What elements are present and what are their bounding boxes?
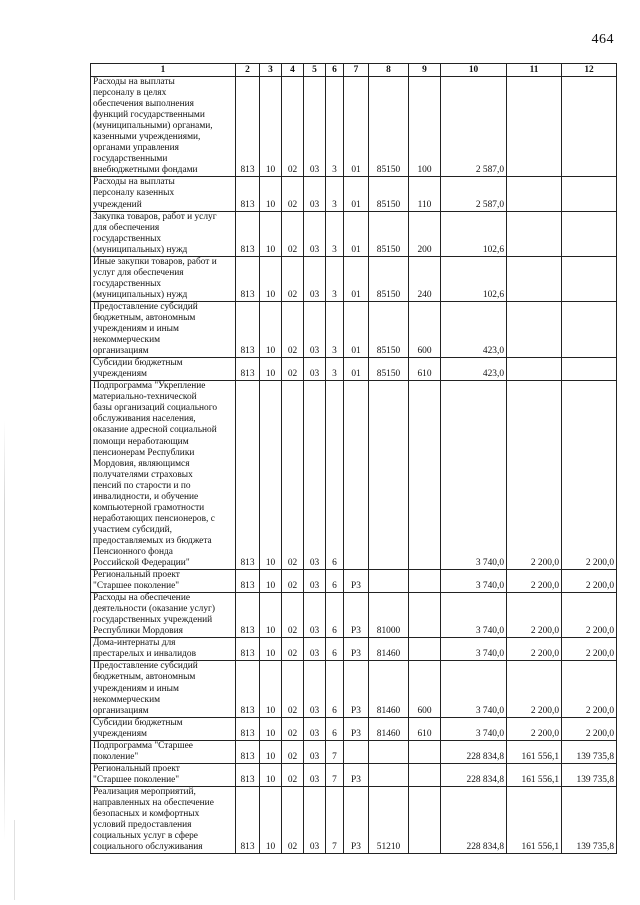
table-row <box>91 358 617 381</box>
amount-cell: 228 834,8 <box>441 763 507 786</box>
subprogram-code-cell: 6 <box>326 717 344 740</box>
direction-code-cell: 81460 <box>369 717 409 740</box>
amount-cell: 3 740,0 <box>441 717 507 740</box>
ministry-code-cell: 813 <box>236 256 260 301</box>
page-number: 464 <box>591 32 614 47</box>
direction-code-cell: 81460 <box>369 638 409 661</box>
amount-cell <box>562 301 617 357</box>
subprogram-code-cell: 3 <box>326 177 344 211</box>
amount-cell: 139 735,8 <box>562 786 617 853</box>
amount-cell: 2 200,0 <box>507 381 562 570</box>
direction-code-cell: 81000 <box>369 593 409 638</box>
amount-cell: 3 740,0 <box>441 661 507 717</box>
amount-cell <box>562 77 617 177</box>
program-code-cell: 03 <box>304 740 326 763</box>
section-code-cell: 10 <box>260 211 282 256</box>
section-code-cell: 10 <box>260 570 282 593</box>
ministry-code-cell: 813 <box>236 381 260 570</box>
subprogram-code-cell: 3 <box>326 211 344 256</box>
ministry-code-cell: 813 <box>236 661 260 717</box>
direction-code-cell: 85150 <box>369 77 409 177</box>
program-code-cell: 03 <box>304 256 326 301</box>
expense-type-cell: 600 <box>409 301 441 357</box>
expense-item-name: Региональный проект "Старшее поколение" <box>91 570 236 593</box>
subsection-code-cell: 02 <box>282 77 304 177</box>
subsection-code-cell: 02 <box>282 256 304 301</box>
direction-code-cell: 85150 <box>369 358 409 381</box>
column-header: 11 <box>507 64 562 77</box>
subprogram-code-cell: 3 <box>326 256 344 301</box>
amount-cell: 161 556,1 <box>507 763 562 786</box>
section-code-cell: 10 <box>260 786 282 853</box>
expense-item-name: Расходы на обеспечение деятельности (оказание услуг) государственных учреждений Республики Мордовия <box>91 593 236 638</box>
table-row <box>91 301 617 357</box>
amount-cell <box>507 211 562 256</box>
table-row <box>91 717 617 740</box>
direction-code-cell: 85150 <box>369 301 409 357</box>
subsection-code-cell: 02 <box>282 786 304 853</box>
program-code-cell: 03 <box>304 358 326 381</box>
amount-cell: 2 200,0 <box>507 638 562 661</box>
section-code-cell: 10 <box>260 381 282 570</box>
subprogram-code-cell: 3 <box>326 301 344 357</box>
subsection-code-cell: 02 <box>282 740 304 763</box>
amount-cell <box>562 211 617 256</box>
program-code-cell: 03 <box>304 786 326 853</box>
amount-cell: 3 740,0 <box>441 593 507 638</box>
expense-item-name: Субсидии бюджетным учреждениям <box>91 717 236 740</box>
table-row <box>91 77 617 177</box>
expense-item-name: Иные закупки товаров, работ и услуг для обеспечения государственных (муниципальных) нужд <box>91 256 236 301</box>
amount-cell: 228 834,8 <box>441 786 507 853</box>
subprogram-code-cell: 7 <box>326 786 344 853</box>
project-code-cell: 01 <box>344 177 369 211</box>
project-code-cell: Р3 <box>344 786 369 853</box>
program-code-cell: 03 <box>304 77 326 177</box>
program-code-cell: 03 <box>304 717 326 740</box>
program-code-cell: 03 <box>304 381 326 570</box>
amount-cell: 3 740,0 <box>441 570 507 593</box>
column-header: 4 <box>282 64 304 77</box>
project-code-cell: 01 <box>344 211 369 256</box>
program-code-cell: 03 <box>304 661 326 717</box>
amount-cell: 2 587,0 <box>441 177 507 211</box>
column-header: 9 <box>409 64 441 77</box>
amount-cell: 2 200,0 <box>562 381 617 570</box>
ministry-code-cell: 813 <box>236 570 260 593</box>
amount-cell <box>507 358 562 381</box>
direction-code-cell: 85150 <box>369 256 409 301</box>
section-code-cell: 10 <box>260 177 282 211</box>
table-row <box>91 661 617 717</box>
column-header: 7 <box>344 64 369 77</box>
subsection-code-cell: 02 <box>282 177 304 211</box>
section-code-cell: 10 <box>260 593 282 638</box>
amount-cell: 2 200,0 <box>507 661 562 717</box>
project-code-cell <box>344 381 369 570</box>
expense-type-cell <box>409 638 441 661</box>
ministry-code-cell: 813 <box>236 177 260 211</box>
amount-cell <box>562 177 617 211</box>
section-code-cell: 10 <box>260 256 282 301</box>
amount-cell: 2 200,0 <box>507 593 562 638</box>
program-code-cell: 03 <box>304 570 326 593</box>
expense-item-name: Реализация мероприятий, направленных на обеспечение безопасных и комфортных условий предоставления социальных услуг в сфере социального обслуживания <box>91 786 236 853</box>
amount-cell: 161 556,1 <box>507 740 562 763</box>
table-body <box>91 77 617 854</box>
ministry-code-cell: 813 <box>236 211 260 256</box>
amount-cell: 102,6 <box>441 256 507 301</box>
amount-cell: 2 200,0 <box>562 661 617 717</box>
table-row <box>91 256 617 301</box>
subsection-code-cell: 02 <box>282 301 304 357</box>
expense-item-name: Расходы на выплаты персоналу в целях обеспечения выполнения функций государственными (муниципальными) органами, казенными учреждениями, органами управления государственными внебюджетными фондами <box>91 77 236 177</box>
project-code-cell: 01 <box>344 301 369 357</box>
scan-artifact <box>4 420 5 840</box>
amount-cell <box>562 256 617 301</box>
table-row <box>91 740 617 763</box>
subsection-code-cell: 02 <box>282 717 304 740</box>
project-code-cell <box>344 740 369 763</box>
expense-item-name: Предоставление субсидий бюджетным, автономным учреждениям и иным некоммерческим организациям <box>91 301 236 357</box>
direction-code-cell <box>369 381 409 570</box>
expense-item-name: Подпрограмма "Старшее поколение" <box>91 740 236 763</box>
section-code-cell: 10 <box>260 77 282 177</box>
expense-type-cell <box>409 570 441 593</box>
table-header-row <box>91 64 617 77</box>
amount-cell <box>507 77 562 177</box>
expense-type-cell: 200 <box>409 211 441 256</box>
column-header: 12 <box>562 64 617 77</box>
direction-code-cell <box>369 570 409 593</box>
expense-item-name: Региональный проект "Старшее поколение" <box>91 763 236 786</box>
amount-cell <box>507 301 562 357</box>
amount-cell: 2 200,0 <box>562 570 617 593</box>
amount-cell: 228 834,8 <box>441 740 507 763</box>
ministry-code-cell: 813 <box>236 638 260 661</box>
amount-cell: 161 556,1 <box>507 786 562 853</box>
column-header: 8 <box>369 64 409 77</box>
ministry-code-cell: 813 <box>236 593 260 638</box>
program-code-cell: 03 <box>304 177 326 211</box>
expense-item-name: Подпрограмма "Укрепление материально-технической базы организаций социального обслуживания населения, оказание адресной социальной помощи неработающим пенсионерам Республики Мордовия, являющимся получателями страховых пенсий по старости и по инвалидности, и обучение компьютерной грамотности неработающих пенсионеров, с участием субсидий, предоставляемых из бюджета Пенсионного фонда Российской Федерации" <box>91 381 236 570</box>
column-header: 2 <box>236 64 260 77</box>
subprogram-code-cell: 6 <box>326 593 344 638</box>
program-code-cell: 03 <box>304 211 326 256</box>
program-code-cell: 03 <box>304 301 326 357</box>
subsection-code-cell: 02 <box>282 638 304 661</box>
expense-type-cell: 610 <box>409 358 441 381</box>
amount-cell <box>507 256 562 301</box>
amount-cell: 423,0 <box>441 358 507 381</box>
section-code-cell: 10 <box>260 358 282 381</box>
direction-code-cell <box>369 763 409 786</box>
amount-cell: 139 735,8 <box>562 763 617 786</box>
subprogram-code-cell: 3 <box>326 358 344 381</box>
expense-type-cell: 240 <box>409 256 441 301</box>
amount-cell: 423,0 <box>441 301 507 357</box>
table-row <box>91 593 617 638</box>
amount-cell: 139 735,8 <box>562 740 617 763</box>
expense-type-cell <box>409 740 441 763</box>
project-code-cell: 01 <box>344 358 369 381</box>
table-row <box>91 763 617 786</box>
subprogram-code-cell: 6 <box>326 570 344 593</box>
expense-item-name: Расходы на выплаты персоналу казенных учреждений <box>91 177 236 211</box>
expense-type-cell <box>409 763 441 786</box>
expense-type-cell <box>409 593 441 638</box>
subprogram-code-cell: 6 <box>326 638 344 661</box>
direction-code-cell: 81460 <box>369 661 409 717</box>
ministry-code-cell: 813 <box>236 763 260 786</box>
ministry-code-cell: 813 <box>236 77 260 177</box>
direction-code-cell: 85150 <box>369 177 409 211</box>
column-header: 10 <box>441 64 507 77</box>
subsection-code-cell: 02 <box>282 593 304 638</box>
amount-cell: 2 200,0 <box>562 593 617 638</box>
project-code-cell: 01 <box>344 256 369 301</box>
column-header: 3 <box>260 64 282 77</box>
column-header: 5 <box>304 64 326 77</box>
expense-item-name: Предоставление субсидий бюджетным, автономным учреждениям и иным некоммерческим организациям <box>91 661 236 717</box>
amount-cell: 3 740,0 <box>441 638 507 661</box>
amount-cell: 2 587,0 <box>441 77 507 177</box>
ministry-code-cell: 813 <box>236 358 260 381</box>
subprogram-code-cell: 6 <box>326 381 344 570</box>
ministry-code-cell: 813 <box>236 740 260 763</box>
table-row <box>91 381 617 570</box>
program-code-cell: 03 <box>304 763 326 786</box>
amount-cell: 3 740,0 <box>441 381 507 570</box>
subprogram-code-cell: 7 <box>326 740 344 763</box>
subsection-code-cell: 02 <box>282 211 304 256</box>
project-code-cell: Р3 <box>344 570 369 593</box>
section-code-cell: 10 <box>260 740 282 763</box>
ministry-code-cell: 813 <box>236 717 260 740</box>
table-row <box>91 211 617 256</box>
expense-item-name: Субсидии бюджетным учреждениям <box>91 358 236 381</box>
expense-type-cell: 600 <box>409 661 441 717</box>
direction-code-cell <box>369 740 409 763</box>
scan-artifact <box>14 820 15 900</box>
section-code-cell: 10 <box>260 638 282 661</box>
project-code-cell: Р3 <box>344 593 369 638</box>
program-code-cell: 03 <box>304 638 326 661</box>
project-code-cell: Р3 <box>344 661 369 717</box>
direction-code-cell: 85150 <box>369 211 409 256</box>
project-code-cell: Р3 <box>344 763 369 786</box>
project-code-cell: 01 <box>344 77 369 177</box>
table-row <box>91 570 617 593</box>
section-code-cell: 10 <box>260 717 282 740</box>
direction-code-cell: 51210 <box>369 786 409 853</box>
table-row <box>91 177 617 211</box>
section-code-cell: 10 <box>260 301 282 357</box>
table-row <box>91 638 617 661</box>
amount-cell <box>507 177 562 211</box>
expense-item-name: Закупка товаров, работ и услуг для обеспечения государственных (муниципальных) нужд <box>91 211 236 256</box>
amount-cell: 102,6 <box>441 211 507 256</box>
subsection-code-cell: 02 <box>282 763 304 786</box>
budget-table <box>90 63 617 854</box>
expense-item-name: Дома-интернаты для престарелых и инвалидов <box>91 638 236 661</box>
subsection-code-cell: 02 <box>282 661 304 717</box>
expense-type-cell <box>409 786 441 853</box>
expense-type-cell: 610 <box>409 717 441 740</box>
section-code-cell: 10 <box>260 763 282 786</box>
amount-cell: 2 200,0 <box>562 638 617 661</box>
ministry-code-cell: 813 <box>236 786 260 853</box>
subprogram-code-cell: 6 <box>326 661 344 717</box>
subprogram-code-cell: 3 <box>326 77 344 177</box>
program-code-cell: 03 <box>304 593 326 638</box>
expense-type-cell: 100 <box>409 77 441 177</box>
amount-cell: 2 200,0 <box>507 717 562 740</box>
table-row <box>91 786 617 853</box>
subprogram-code-cell: 7 <box>326 763 344 786</box>
amount-cell: 2 200,0 <box>562 717 617 740</box>
subsection-code-cell: 02 <box>282 570 304 593</box>
expense-type-cell <box>409 381 441 570</box>
amount-cell: 2 200,0 <box>507 570 562 593</box>
subsection-code-cell: 02 <box>282 358 304 381</box>
project-code-cell: Р3 <box>344 717 369 740</box>
section-code-cell: 10 <box>260 661 282 717</box>
expense-type-cell: 110 <box>409 177 441 211</box>
column-header: 6 <box>326 64 344 77</box>
ministry-code-cell: 813 <box>236 301 260 357</box>
amount-cell <box>562 358 617 381</box>
column-header: 1 <box>91 64 236 77</box>
project-code-cell: Р3 <box>344 638 369 661</box>
subsection-code-cell: 02 <box>282 381 304 570</box>
